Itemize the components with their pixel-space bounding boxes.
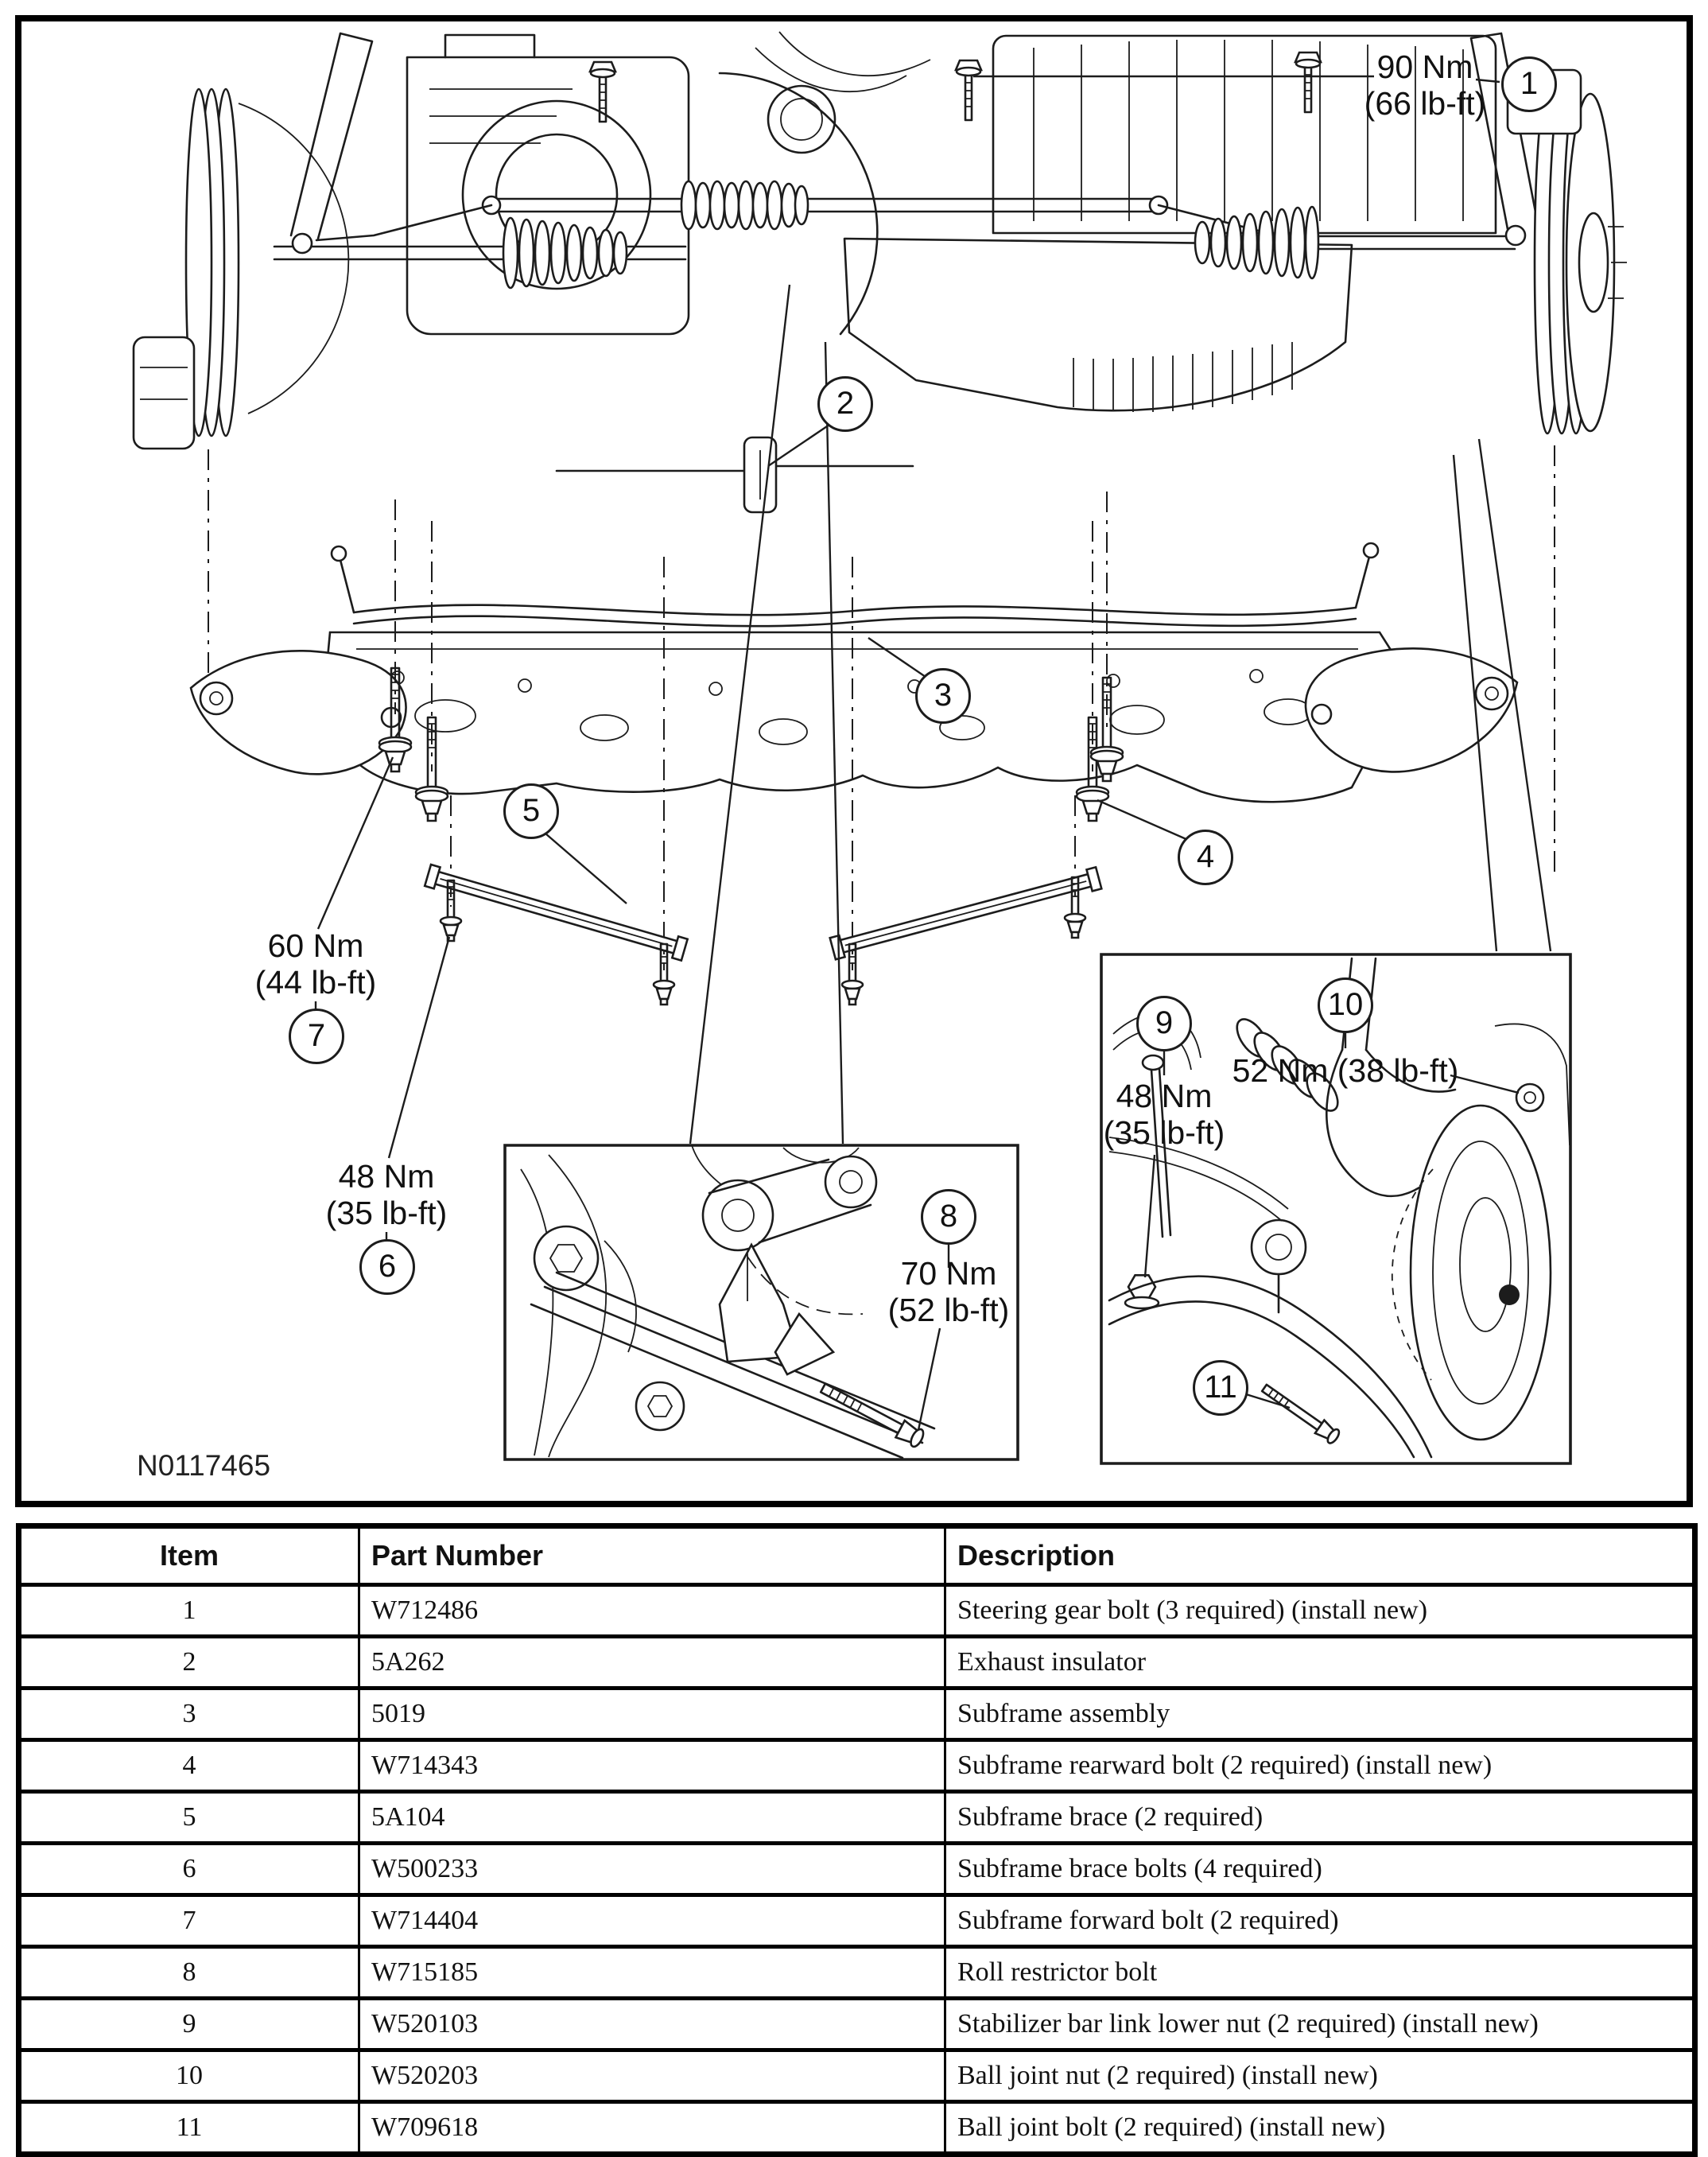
cell-desc: Subframe assembly	[945, 1689, 1695, 1740]
cell-desc: Roll restrictor bolt	[945, 1947, 1695, 1999]
torque-label-ball-joint-nut: 52 Nm (38 lb-ft)	[1232, 1052, 1459, 1090]
cell-part: W714343	[359, 1740, 945, 1792]
table-row	[19, 1637, 1695, 1689]
parts-table	[16, 1523, 1698, 2157]
callout-6: 6	[359, 1239, 415, 1295]
callout-8: 8	[921, 1189, 976, 1245]
cell-desc: Subframe brace bolts (4 required)	[945, 1844, 1695, 1895]
torque-label-steering-gear-bolt: 90 Nm (66 lb-ft)	[1364, 49, 1486, 122]
cell-item: 4	[19, 1740, 359, 1792]
cell-desc: Ball joint bolt (2 required) (install new)	[945, 2102, 1695, 2155]
torque-label-brace-bolt: 48 Nm (35 lb-ft)	[325, 1158, 448, 1231]
header-description: Description	[945, 1526, 1695, 1585]
right-control-arm	[1306, 648, 1517, 771]
table-row	[19, 1740, 1695, 1792]
right-brake-rotor	[1508, 70, 1627, 433]
cell-item: 8	[19, 1947, 359, 1999]
cell-desc: Stabilizer bar link lower nut (2 required) (install new)	[945, 1999, 1695, 2050]
table-row	[19, 2050, 1695, 2102]
callout-10: 10	[1318, 977, 1373, 1033]
callout-4: 4	[1178, 830, 1233, 885]
left-control-arm	[191, 651, 406, 774]
cell-desc: Subframe forward bolt (2 required)	[945, 1895, 1695, 1947]
table-header-row	[19, 1526, 1695, 1585]
table-row	[19, 1895, 1695, 1947]
cell-part: 5A262	[359, 1637, 945, 1689]
left-knuckle-strut	[291, 33, 372, 253]
cell-part: W709618	[359, 2102, 945, 2155]
torque-label-stabilizer-link: 48 Nm (35 lb-ft)	[1103, 1078, 1225, 1151]
header-item: Item	[19, 1526, 359, 1585]
exhaust-insulator	[557, 437, 913, 512]
table-row	[19, 1999, 1695, 2050]
cell-item: 5	[19, 1792, 359, 1844]
callout-1: 1	[1501, 56, 1557, 112]
cell-item: 6	[19, 1844, 359, 1895]
cell-item: 1	[19, 1585, 359, 1637]
cell-item: 2	[19, 1637, 359, 1689]
cell-desc: Exhaust insulator	[945, 1637, 1695, 1689]
header-part-number: Part Number	[359, 1526, 945, 1585]
cell-item: 10	[19, 2050, 359, 2102]
left-brake-rotor	[134, 89, 348, 449]
cell-item: 7	[19, 1895, 359, 1947]
cell-item: 3	[19, 1689, 359, 1740]
table-row	[19, 1792, 1695, 1844]
cell-desc: Subframe rearward bolt (2 required) (install new)	[945, 1740, 1695, 1792]
table-row	[19, 1844, 1695, 1895]
torque-label-roll-restrictor: 70 Nm (52 lb-ft)	[887, 1255, 1010, 1328]
cell-part: W500233	[359, 1844, 945, 1895]
callout-11: 11	[1193, 1360, 1248, 1416]
table-row	[19, 1947, 1695, 1999]
callout-2: 2	[817, 376, 873, 432]
subframe-brace-bolts	[441, 877, 1085, 1005]
table-row	[19, 1585, 1695, 1637]
cell-part: W715185	[359, 1947, 945, 1999]
steering-rack-bellows	[681, 181, 808, 229]
subframe-brace-left	[425, 865, 687, 961]
stabilizer-bar	[332, 543, 1378, 626]
cell-desc: Subframe brace (2 required)	[945, 1792, 1695, 1844]
callout-3: 3	[915, 668, 971, 724]
steering-gear-bolts	[590, 52, 1321, 122]
cell-part: W520103	[359, 1999, 945, 2050]
subframe-assembly	[324, 632, 1407, 802]
callout-9: 9	[1136, 996, 1192, 1051]
cell-part: W714404	[359, 1895, 945, 1947]
engine-transmission-assembly	[407, 32, 1496, 412]
table-row	[19, 1689, 1695, 1740]
cell-part: W712486	[359, 1585, 945, 1637]
cell-desc: Ball joint nut (2 required) (install new)	[945, 2050, 1695, 2102]
torque-label-forward-bolt: 60 Nm (44 lb-ft)	[254, 927, 377, 1001]
halfshafts	[274, 207, 1515, 288]
cell-part: 5A104	[359, 1792, 945, 1844]
figure-id: N0117465	[137, 1449, 271, 1482]
cell-item: 9	[19, 1999, 359, 2050]
callout-7: 7	[289, 1009, 344, 1064]
subframe-brace-right	[830, 867, 1102, 959]
cell-desc: Steering gear bolt (3 required) (install new)	[945, 1585, 1695, 1637]
cell-part: W520203	[359, 2050, 945, 2102]
cell-part: 5019	[359, 1689, 945, 1740]
callout-5: 5	[503, 783, 559, 839]
steering-gear	[316, 181, 1314, 240]
table-row	[19, 2102, 1695, 2155]
cell-item: 11	[19, 2102, 359, 2155]
